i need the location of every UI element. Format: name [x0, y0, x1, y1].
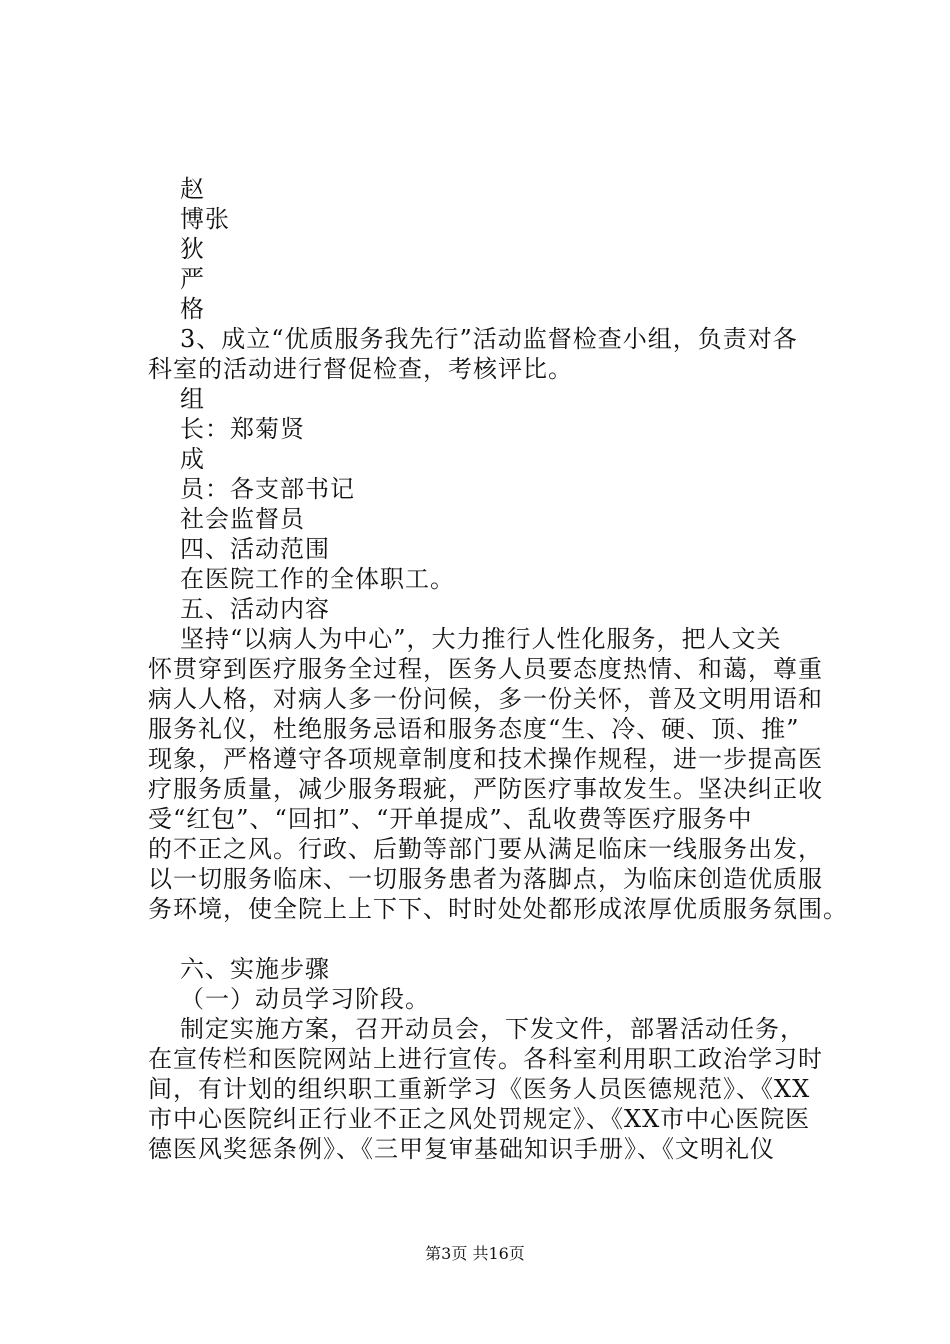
section-heading: 五、活动内容 [180, 595, 330, 623]
text-line: 社会监督员 [180, 505, 305, 533]
section-heading: 四、活动范围 [180, 535, 330, 563]
text-line: 现象，严格遵守各项规章制度和技术操作规程，进一步提高医 [148, 745, 823, 773]
text-line: 制定实施方案，召开动员会，下发文件，部署活动任务， [180, 1015, 805, 1043]
subsection-heading: （一）动员学习阶段。 [180, 985, 430, 1013]
text-line: 3、成立“优质服务我先行”活动监督检查小组，负责对各 [180, 325, 798, 353]
text-line: 间，有计划的组织职工重新学习《医务人员医德规范》、《XX [148, 1075, 811, 1103]
text-line: 病人人格，对病人多一份问候，多一份关怀，普及文明用语和 [148, 685, 823, 713]
text-line: 的不正之风。行政、后勤等部门要从满足临床一线服务出发， [148, 835, 823, 863]
text-line: 务环境，使全院上上下下、时时处处都形成浓厚优质服务氛围。 [148, 895, 848, 923]
text-line: 受“红包”、“回扣”、“开单提成”、乱收费等医疗服务中 [148, 805, 753, 833]
page-footer [0, 1244, 950, 1264]
text-line: 赵 [180, 175, 205, 203]
document-body [148, 174, 848, 1164]
text-line: 狄 [180, 235, 205, 263]
text-line: 博张 [180, 205, 230, 233]
text-line: 严 [180, 265, 205, 293]
text-line: 德医风奖惩条例》、《三甲复审基础知识手册》、《文明礼仪 [148, 1135, 775, 1163]
text-line: 格 [180, 295, 205, 323]
text-line: 组 [180, 385, 205, 413]
section-heading: 六、实施步骤 [180, 955, 330, 983]
text-line: 员：各支部书记 [180, 475, 355, 503]
text-line: 市中心医院纠正行业不正之风处罚规定》、《XX市中心医院医 [148, 1105, 811, 1133]
text-line: 疗服务质量，减少服务瑕疵，严防医疗事故发生。坚决纠正收 [148, 775, 823, 803]
text-line: 以一切服务临床、一切服务患者为落脚点，为临床创造优质服 [148, 865, 823, 893]
paragraph-gap [148, 924, 838, 954]
text-line: 科室的活动进行督促检查，考核评比。 [148, 355, 573, 383]
text-line: 成 [180, 445, 205, 473]
text-line: 在医院工作的全体职工。 [180, 565, 455, 593]
text-line: 怀贯穿到医疗服务全过程，医务人员要态度热情、和蔼，尊重 [148, 655, 823, 683]
page-number: 第3页 共16页 [425, 1244, 525, 1263]
text-line: 在宣传栏和医院网站上进行宣传。各科室利用职工政治学习时 [148, 1045, 823, 1073]
text-line: 长：郑菊贤 [180, 415, 305, 443]
text-line: 坚持“以病人为中心”，大力推行人性化服务，把人文关 [180, 625, 782, 653]
text-line: 服务礼仪，杜绝服务忌语和服务态度“生、冷、硬、顶、推” [148, 715, 800, 743]
